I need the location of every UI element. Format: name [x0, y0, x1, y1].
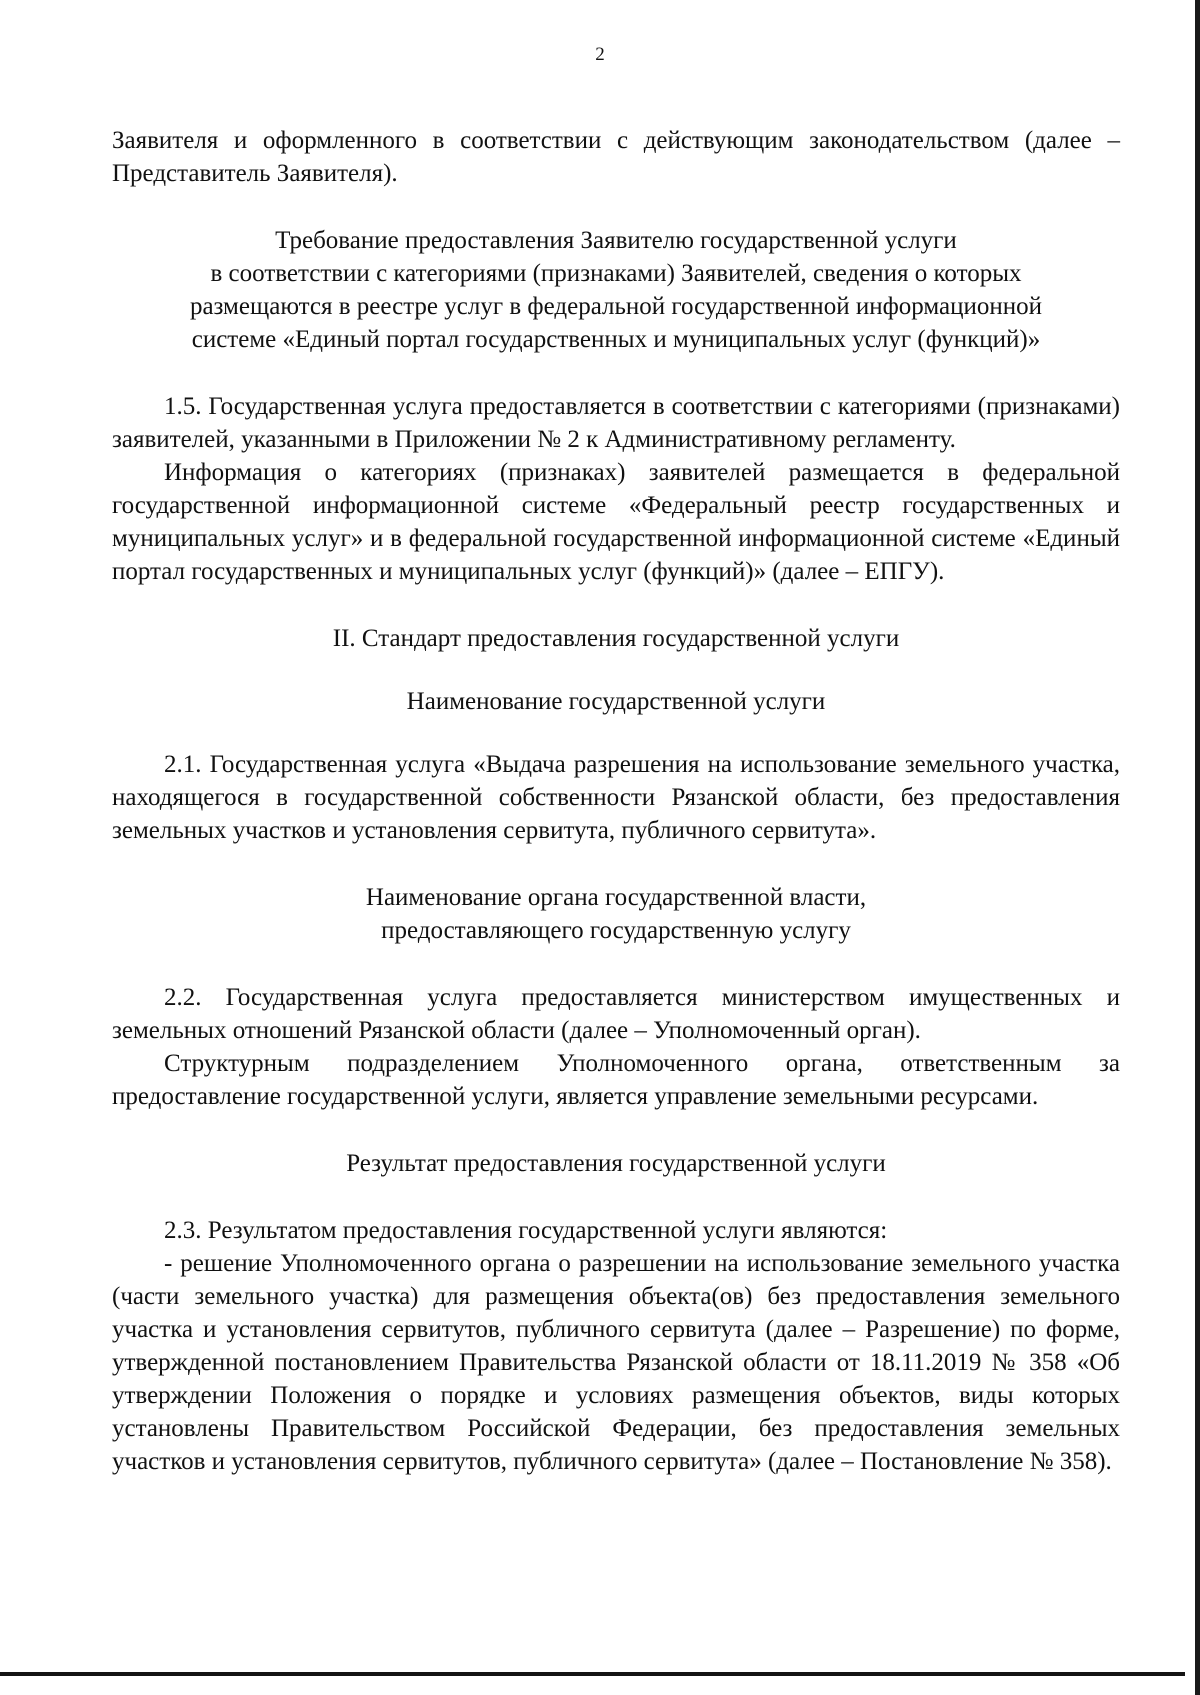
right-scan-edge [1195, 0, 1200, 1695]
heading-line: размещаются в реестре услуг в федеральной государственной информационной [189, 293, 1043, 320]
paragraph-intro: Заявителя и оформленного в соответствии с действующим законодательством (далее – Представитель Заявителя). [112, 127, 1120, 187]
document-body [112, 124, 1120, 1478]
heading-line: системе «Единый портал государственных и муниципальных услуг (функций)» [191, 326, 1041, 353]
heading-line: предоставляющего государственную услугу [381, 917, 851, 944]
subheading-authority [112, 881, 1120, 947]
paragraph-structural-unit: Структурным подразделением Уполномоченного органа, ответственным за предоставление государственной услуги, является управление земельными ресурсами. [112, 1050, 1120, 1110]
page-number: 2 [595, 44, 605, 65]
paragraph-2-1: 2.1. Государственная услуга «Выдача разрешения на использование земельного участка, находящегося в государственной собственности Рязанской области, без предоставления земельных участков и установления сервитута, публичного сервитута». [112, 751, 1120, 844]
heading-line: в соответствии с категориями (признаками) Заявителей, сведения о которых [210, 260, 1022, 287]
subheading-result: Результат предоставления государственной услуги [346, 1150, 886, 1177]
section-heading-ii: II. Стандарт предоставления государственной услуги [332, 625, 900, 652]
subheading-service-name: Наименование государственной услуги [406, 688, 826, 715]
heading-line: Наименование органа государственной власти, [365, 884, 867, 911]
paragraph-info: Информация о категориях (признаках) заявителей размещается в федеральной государственной информационной системе «Федеральный реестр государственных и муниципальных услуг» и в федеральной государственной информационной системе «Единый портал государственных и муниципальных услуг (функций)» (далее – ЕПГУ). [112, 459, 1120, 585]
bottom-scan-rule [0, 1672, 1185, 1676]
paragraph-2-3: 2.3. Результатом предоставления государственной услуги являются: [164, 1217, 888, 1244]
heading-requirement [112, 224, 1120, 356]
paragraph-2-2: 2.2. Государственная услуга предоставляется министерством имущественных и земельных отношений Рязанской области (далее – Уполномоченный орган). [112, 984, 1120, 1044]
paragraph-decision: - решение Уполномоченного органа о разрешении на использование земельного участка (части земельного участка) для размещения объекта(ов) без предоставления земельного участка и установления сервитутов, публичного сервитута (далее – Разрешение) по форме, утвержденной постановлением Правительства Рязанской области от 18.11.2019 № 358 «Об утверждении Положения о порядке и условиях размещения объектов, виды которых установлены Правительством Российской Федерации, без предоставления земельных участков и установления сервитутов, публичного сервитута» (далее – Постановление № 358). [112, 1250, 1120, 1475]
heading-line: Требование предоставления Заявителю государственной услуги [275, 227, 957, 254]
paragraph-1-5: 1.5. Государственная услуга предоставляется в соответствии с категориями (признаками) заявителей, указанными в Приложении № 2 к Административному регламенту. [112, 393, 1120, 453]
